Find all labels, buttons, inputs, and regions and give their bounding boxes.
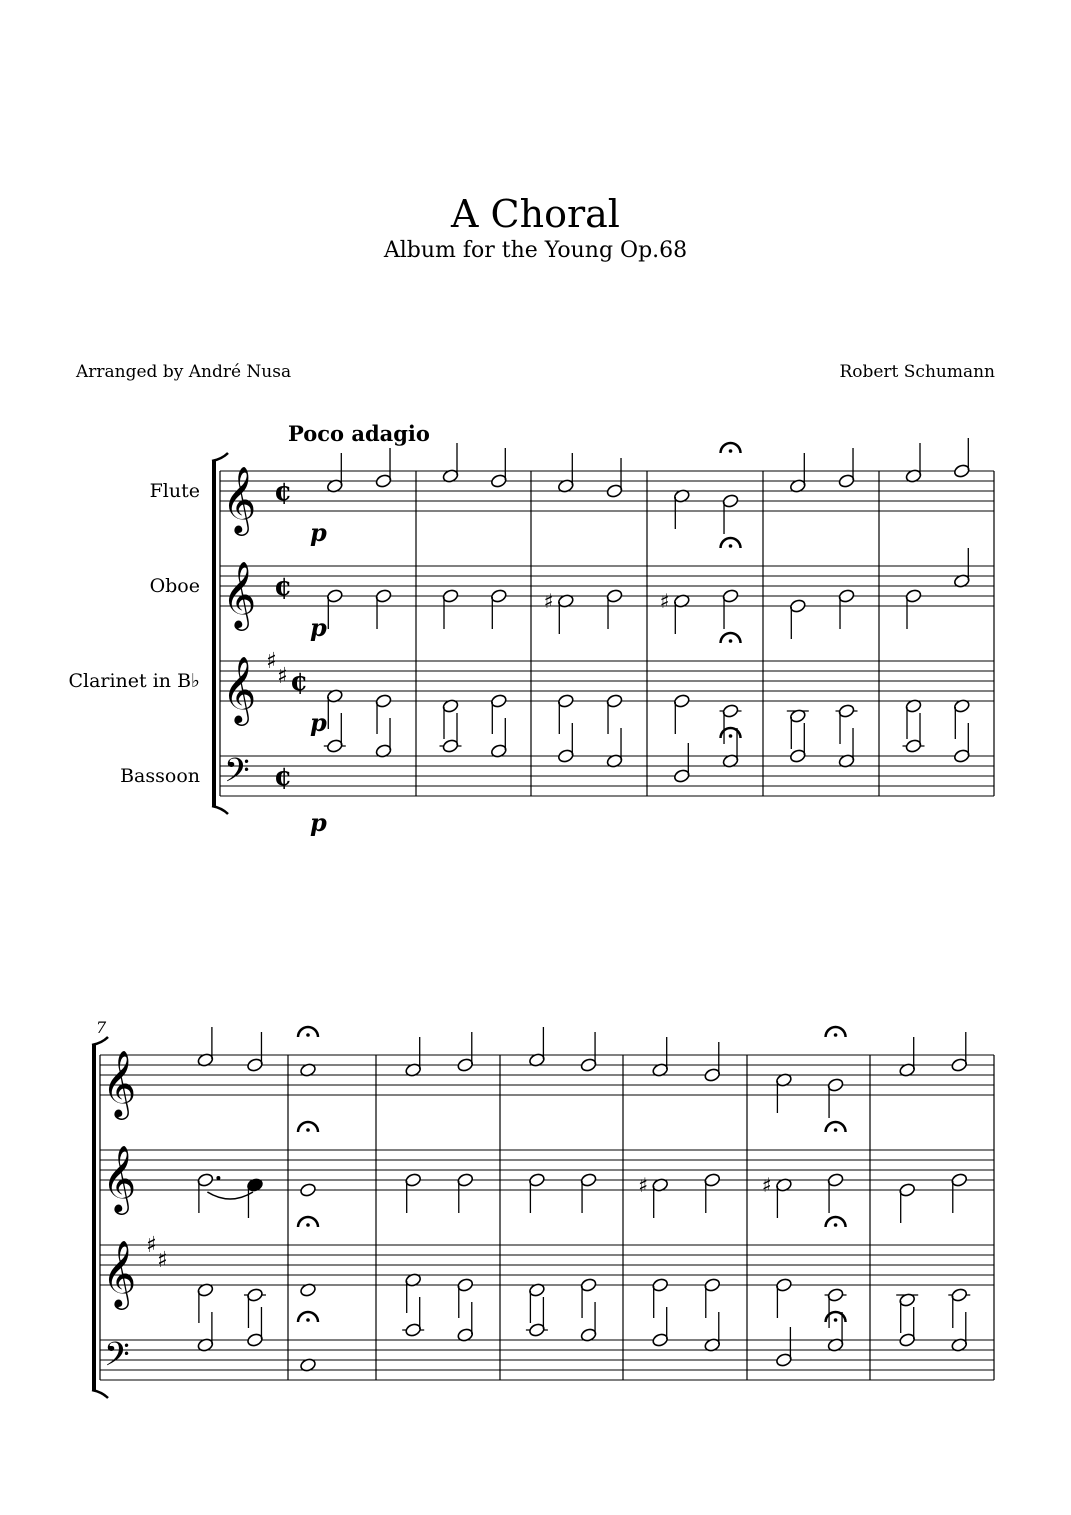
time-signature-cut: ¢ bbox=[274, 477, 293, 507]
fermata-dot bbox=[729, 734, 733, 738]
bass-clef: 𝄢 bbox=[104, 1336, 130, 1382]
bracket-bottom-hook bbox=[92, 1390, 108, 1398]
fermata-dot bbox=[834, 1128, 838, 1132]
fermata-dot bbox=[729, 449, 733, 453]
fermata-dot bbox=[306, 1318, 310, 1322]
fermata-dot bbox=[306, 1223, 310, 1227]
key-sharp-c: ♯ bbox=[157, 1248, 168, 1273]
notehead bbox=[299, 1182, 316, 1197]
dynamic-piano: p bbox=[310, 518, 327, 547]
tempo-marking: Poco adagio bbox=[288, 421, 430, 446]
accidental-sharp: ♯ bbox=[543, 589, 554, 613]
fermata-dot bbox=[729, 639, 733, 643]
instrument-name: Oboe bbox=[149, 575, 200, 597]
dynamic-piano: p bbox=[310, 708, 327, 737]
key-sharp-c: ♯ bbox=[277, 664, 288, 689]
key-sharp-f: ♯ bbox=[146, 1233, 157, 1258]
score-subtitle: Album for the Young Op.68 bbox=[383, 238, 688, 263]
augmentation-dot bbox=[216, 1176, 220, 1180]
bracket-top-hook bbox=[92, 1037, 108, 1045]
time-signature-cut: ¢ bbox=[274, 762, 293, 792]
tie bbox=[207, 1192, 253, 1199]
fermata-dot bbox=[306, 1033, 310, 1037]
dynamic-piano: p bbox=[310, 808, 327, 837]
score-title: A Choral bbox=[451, 192, 620, 236]
treble-clef: 𝄞 bbox=[222, 655, 257, 723]
time-signature-cut: ¢ bbox=[290, 667, 309, 697]
treble-clef: 𝄞 bbox=[222, 465, 257, 533]
accidental-sharp: ♯ bbox=[761, 1173, 772, 1197]
treble-clef: 𝄞 bbox=[102, 1239, 137, 1307]
fermata-dot bbox=[834, 1318, 838, 1322]
treble-clef: 𝄞 bbox=[102, 1144, 137, 1212]
bracket-bottom-hook bbox=[212, 806, 228, 814]
fermata-dot bbox=[729, 544, 733, 548]
dynamic-piano: p bbox=[310, 613, 327, 642]
fermata-dot bbox=[834, 1033, 838, 1037]
accidental-sharp: ♯ bbox=[638, 1173, 648, 1197]
arranger-credit: Arranged by André Nusa bbox=[76, 362, 292, 382]
instrument-name: Bassoon bbox=[120, 765, 200, 787]
bass-clef: 𝄢 bbox=[224, 752, 250, 798]
measure-number: 7 bbox=[96, 1018, 107, 1037]
accidental-sharp: ♯ bbox=[659, 589, 670, 613]
bracket-top-hook bbox=[212, 453, 228, 461]
instrument-name: Flute bbox=[149, 480, 200, 502]
key-sharp-f: ♯ bbox=[266, 649, 277, 674]
composer-credit: Robert Schumann bbox=[839, 362, 995, 382]
treble-clef: 𝄞 bbox=[222, 560, 257, 628]
treble-clef: 𝄞 bbox=[102, 1049, 137, 1117]
fermata-dot bbox=[834, 1223, 838, 1227]
time-signature-cut: ¢ bbox=[274, 572, 293, 602]
fermata-dot bbox=[306, 1128, 310, 1132]
instrument-name: Clarinet in B♭ bbox=[68, 670, 200, 692]
